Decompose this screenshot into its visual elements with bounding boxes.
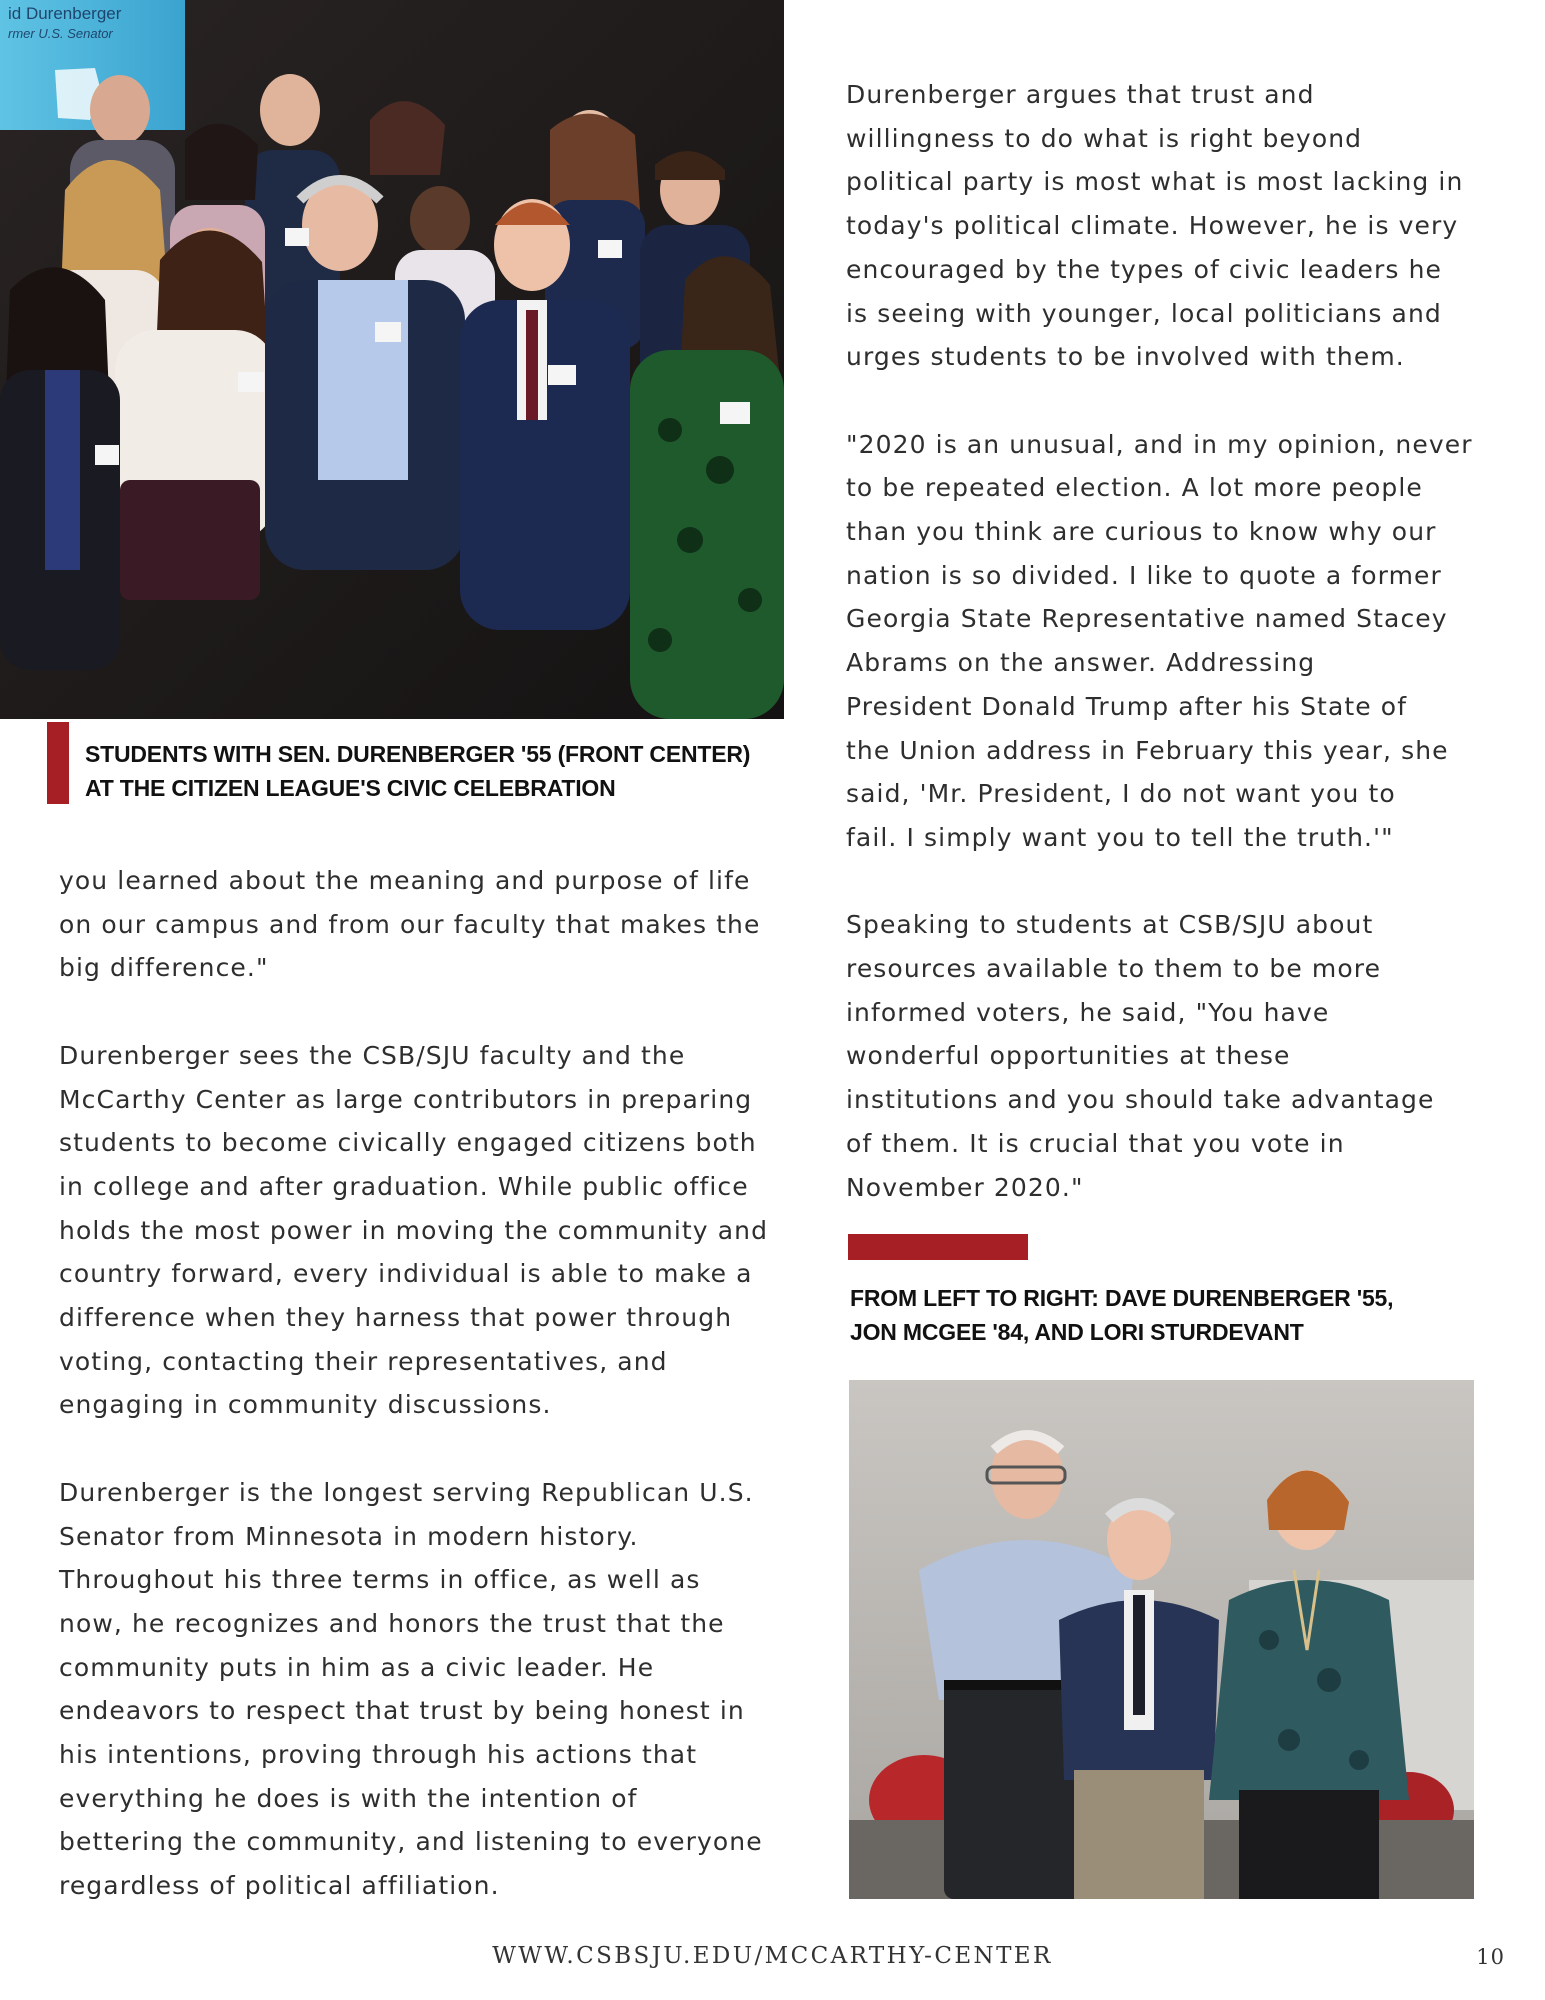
text-line: than you think are curious to know why our xyxy=(846,517,1437,547)
caption-line: JON MCGEE '84, AND LORI STURDEVANT xyxy=(850,1319,1304,1345)
text-line: community puts in him as a civic leader. He xyxy=(59,1652,655,1682)
right-column xyxy=(846,73,1506,1209)
text-line: holds the most power in moving the community and xyxy=(59,1215,769,1245)
text-line: fail. I simply want you to tell the truth.'" xyxy=(846,822,1394,852)
text-line: Abrams on the answer. Addressing xyxy=(846,648,1316,678)
text-line: now, he recognizes and honors the trust that the xyxy=(59,1608,725,1638)
footer-url[interactable]: WWW.CSBSJU.EDU/MCCARTHY-CENTER xyxy=(492,1943,1053,1969)
caption-line: STUDENTS WITH SEN. DURENBERGER '55 (FRONT CENTER) xyxy=(85,741,751,767)
text-line: political party is most what is most lacking in xyxy=(846,167,1464,197)
text-line: Durenberger sees the CSB/SJU faculty and the xyxy=(59,1040,686,1070)
text-line: Throughout his three terms in office, as well as xyxy=(59,1565,701,1595)
group-photo xyxy=(0,0,784,719)
text-line: said, 'Mr. President, I do not want you to xyxy=(846,779,1396,809)
text-line: the Union address in February this year, she xyxy=(846,735,1449,765)
screen-text xyxy=(8,4,121,44)
text-line: willingness to do what is right beyond xyxy=(846,123,1363,153)
text-line: of them. It is crucial that you vote in xyxy=(846,1128,1345,1158)
page-number: 10 xyxy=(1476,1945,1505,1969)
caption-accent-bar xyxy=(47,722,69,804)
left-column xyxy=(59,859,799,1908)
paragraph xyxy=(59,1034,799,1427)
text-line: encouraged by the types of civic leaders he xyxy=(846,254,1443,284)
text-line: in college and after graduation. While public office xyxy=(59,1171,749,1201)
paragraph xyxy=(846,903,1506,1209)
text-line: urges students to be involved with them. xyxy=(846,342,1405,372)
text-line: bettering the community, and listening to everyone xyxy=(59,1827,763,1857)
trio-photo-illustration xyxy=(849,1380,1474,1899)
text-line: Durenberger is the longest serving Republican U.S. xyxy=(59,1477,754,1507)
text-line: resources available to them to be more xyxy=(846,954,1382,984)
caption-line: FROM LEFT TO RIGHT: DAVE DURENBERGER '55, xyxy=(850,1285,1394,1311)
text-line: informed voters, he said, "You have xyxy=(846,997,1330,1027)
group-photo-illustration xyxy=(0,0,784,719)
text-line: endeavors to respect that trust by being honest in xyxy=(59,1696,745,1726)
top-photo-caption xyxy=(85,737,805,805)
text-line: to be repeated election. A lot more people xyxy=(846,473,1423,503)
paragraph xyxy=(59,859,799,990)
text-line: today's political climate. However, he is very xyxy=(846,211,1459,241)
text-line: Speaking to students at CSB/SJU about xyxy=(846,910,1374,940)
bottom-photo-caption xyxy=(850,1281,1490,1349)
text-line: you learned about the meaning and purpose of life xyxy=(59,866,751,895)
text-line: is seeing with younger, local politicians and xyxy=(846,298,1442,328)
paragraph xyxy=(59,1471,799,1908)
paragraph xyxy=(846,423,1506,860)
caption-line: AT THE CITIZEN LEAGUE'S CIVIC CELEBRATION xyxy=(85,775,616,801)
text-line: country forward, every individual is able to make a xyxy=(59,1259,753,1289)
paragraph xyxy=(846,73,1506,379)
text-line: on our campus and from our faculty that makes the xyxy=(59,909,761,939)
text-line: big difference." xyxy=(59,953,269,983)
text-line: nation is so divided. I like to quote a former xyxy=(846,560,1442,590)
trio-photo xyxy=(849,1380,1474,1899)
text-line: students to become civically engaged citizens both xyxy=(59,1128,757,1158)
text-line: Durenberger argues that trust and xyxy=(846,80,1315,109)
screen-line-1: id Durenberger xyxy=(8,4,122,23)
text-line: wonderful opportunities at these xyxy=(846,1041,1291,1071)
screen-line-2: rmer U.S. Senator xyxy=(8,26,113,41)
text-line: President Donald Trump after his State of xyxy=(846,691,1408,721)
text-line: Senator from Minnesota in modern history. xyxy=(59,1521,639,1551)
text-line: engaging in community discussions. xyxy=(59,1390,552,1420)
text-line: regardless of political affiliation. xyxy=(59,1871,500,1901)
text-line: institutions and you should take advantage xyxy=(846,1085,1435,1115)
text-line: "2020 is an unusual, and in my opinion, never xyxy=(846,429,1473,459)
text-line: Georgia State Representative named Stacey xyxy=(846,604,1448,634)
text-line: his intentions, proving through his actions that xyxy=(59,1740,698,1770)
text-line: McCarthy Center as large contributors in preparing xyxy=(59,1084,753,1114)
text-line: difference when they harness that power through xyxy=(59,1303,733,1333)
text-line: everything he does is with the intention of xyxy=(59,1783,638,1813)
caption-accent-bar xyxy=(848,1234,1028,1260)
text-line: November 2020." xyxy=(846,1172,1084,1202)
text-line: voting, contacting their representatives, and xyxy=(59,1346,668,1376)
